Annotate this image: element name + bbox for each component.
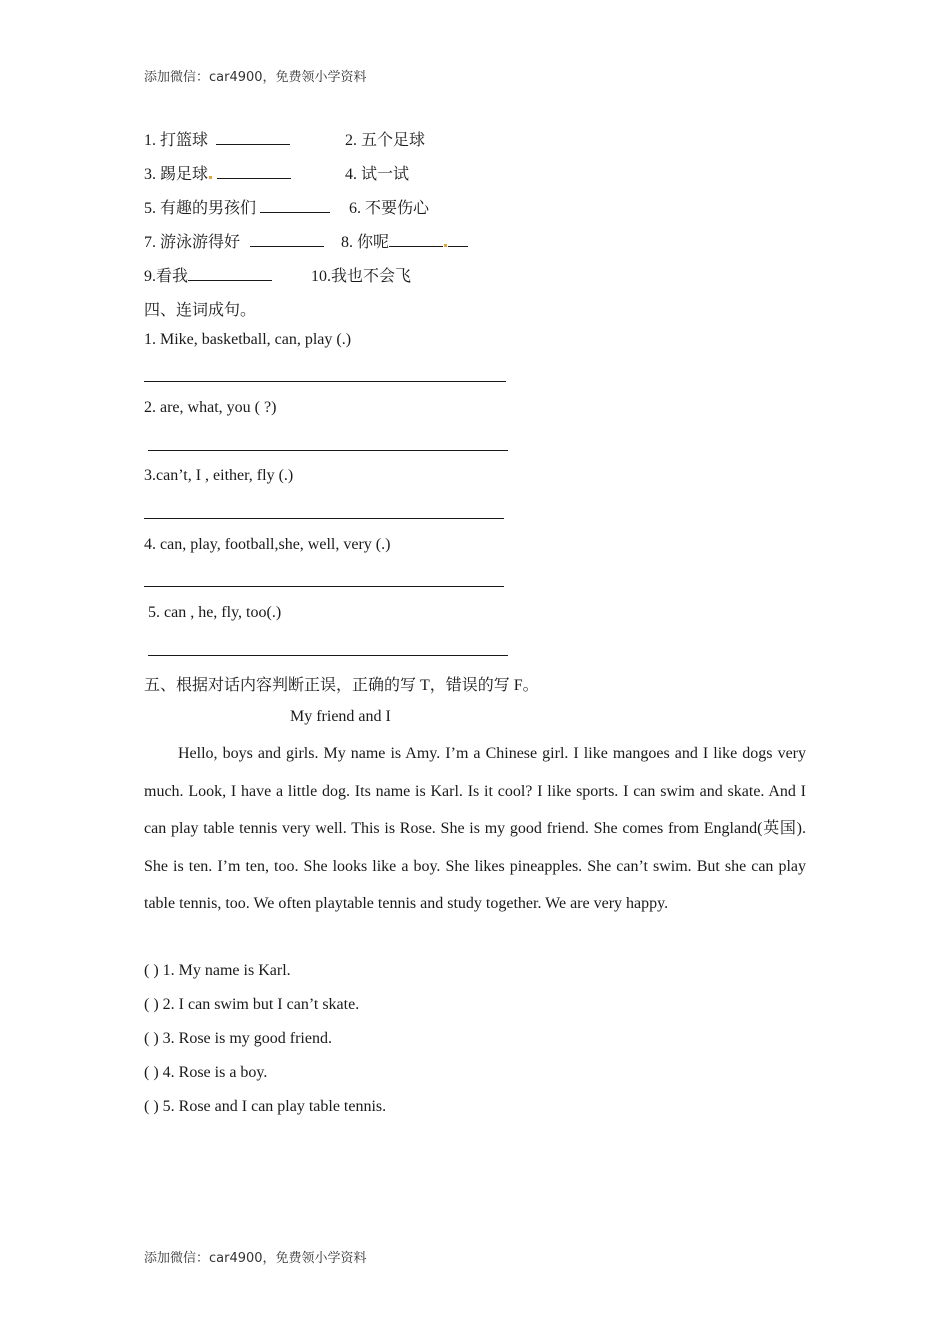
item-number: 10. [311, 268, 331, 285]
page-header: 添加微信：car4900，免费领小学资料 [144, 70, 367, 85]
answer-blank[interactable] [217, 164, 291, 179]
tf-statement [144, 1064, 267, 1082]
item-text: 我也不会飞 [331, 268, 412, 285]
item-number: 6. [349, 200, 361, 217]
translate-item [144, 229, 324, 252]
passage-text: Hello, boys and girls. My name is Amy. I’m a Chinese girl. I like mangoes and I like dogs very much. Look, I have a little dog. Its name is Karl. Is it cool? I like sports. I can swim and skate. And I can play table tennis very well. This is Rose. She is my good friend. She comes from England(英国). She is ten. I’m ten, too. She looks like a boy. She likes pineapples. She can’t swim. But she can play table tennis, too. We often playtable tennis and study together. We are very happy. [144, 745, 806, 912]
statement-text: 1. My name is Karl. [162, 962, 291, 979]
translate-item [311, 263, 411, 286]
answer-bracket[interactable]: ( ) [144, 962, 159, 979]
translate-item [345, 127, 425, 150]
statement-text: 3. Rose is my good friend. [162, 1030, 332, 1047]
translate-item [345, 161, 409, 184]
item-text: 有趣的男孩们 [160, 200, 257, 217]
tf-statement [144, 962, 291, 980]
tf-statement [144, 1030, 332, 1048]
translate-item [341, 229, 468, 252]
item-text: 看我 [156, 268, 189, 285]
question: 5. can , he, fly, too(.) [148, 604, 282, 621]
statement-text: 5. Rose and I can play table tennis. [162, 1098, 387, 1115]
section-title: 五、根据对话内容判断正误，正确的写 T，错误的写 F。 [144, 677, 539, 694]
revision-mark [444, 244, 447, 247]
answer-line[interactable] [148, 450, 508, 451]
answer-line[interactable] [144, 381, 506, 382]
item-text: 游泳游得好 [160, 234, 241, 251]
item-number: 4. [345, 166, 357, 183]
answer-blank[interactable] [448, 232, 468, 247]
translate-item [144, 195, 330, 218]
tf-statement [144, 1098, 386, 1116]
item-number: 7. [144, 234, 156, 251]
answer-bracket[interactable]: ( ) [144, 996, 159, 1013]
statement-text: 4. Rose is a boy. [162, 1064, 268, 1081]
translate-item [144, 263, 272, 286]
item-text: 你呢 [357, 234, 390, 251]
revision-mark [209, 176, 212, 179]
section-title: 四、连词成句。 [144, 302, 257, 319]
answer-blank[interactable] [260, 198, 330, 213]
item-text: 五个足球 [361, 132, 426, 149]
translate-item [349, 195, 429, 218]
translate-item [144, 161, 291, 184]
answer-line[interactable] [144, 518, 504, 519]
question: 2. are, what, you ( ?) [144, 399, 277, 416]
statement-text: 2. I can swim but I can’t skate. [162, 996, 360, 1013]
page-footer: 添加微信：car4900，免费领小学资料 [144, 1251, 367, 1266]
answer-blank[interactable] [389, 232, 443, 247]
answer-bracket[interactable]: ( ) [144, 1030, 159, 1047]
answer-blank[interactable] [188, 266, 272, 281]
passage-title: My friend and I [290, 708, 391, 725]
answer-blank[interactable] [250, 232, 324, 247]
item-number: 1. [144, 132, 156, 149]
item-number: 2. [345, 132, 357, 149]
translate-item [144, 127, 290, 150]
item-text: 踢足球 [160, 166, 209, 183]
item-number: 9. [144, 268, 156, 285]
tf-statement [144, 996, 359, 1014]
answer-line[interactable] [148, 655, 508, 656]
item-number: 3. [144, 166, 156, 183]
item-text: 打篮球 [160, 132, 209, 149]
item-text: 试一试 [361, 166, 410, 183]
answer-line[interactable] [144, 586, 504, 587]
item-number: 5. [144, 200, 156, 217]
question: 1. Mike, basketball, can, play (.) [144, 331, 352, 348]
item-text: 不要伤心 [365, 200, 430, 217]
item-number: 8. [341, 234, 353, 251]
question: 4. can, play, football,she, well, very (.) [144, 536, 391, 553]
answer-bracket[interactable]: ( ) [144, 1064, 159, 1081]
question: 3.can’t, I , either, fly (.) [144, 467, 294, 484]
answer-blank[interactable] [216, 130, 290, 145]
answer-bracket[interactable]: ( ) [144, 1098, 159, 1115]
